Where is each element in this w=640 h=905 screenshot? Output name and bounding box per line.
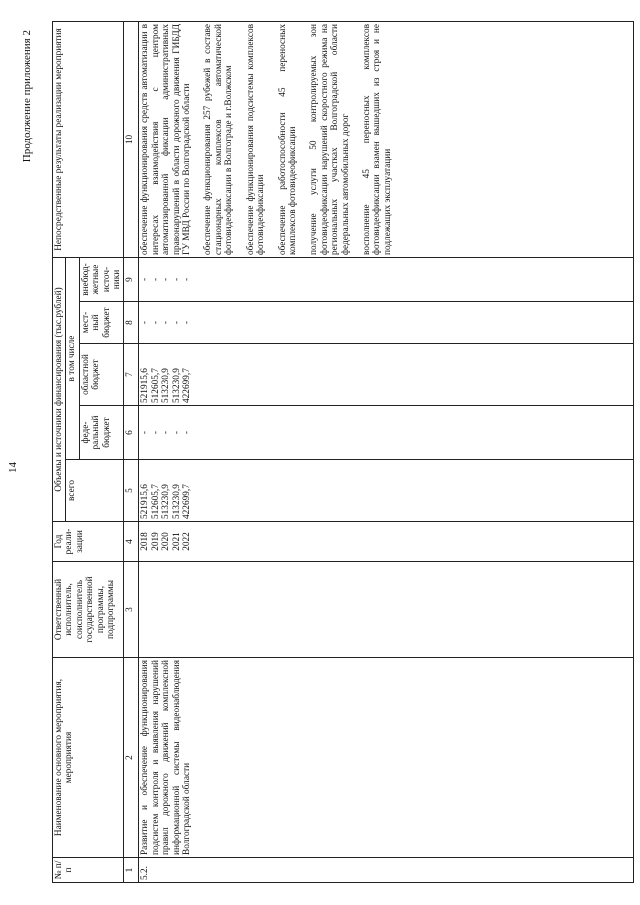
extrabudget-value: -: [161, 277, 172, 282]
result-item: обеспечение функционирования средств автоматизации в интересах взаимодействия с центром автоматизированной фиксации административных правонарушений в области дорожного движения ГИБДД ГУ МВД России по Волгоградской области: [140, 23, 193, 255]
regional-value: 513230,9: [171, 368, 182, 403]
column-number-row: [124, 21, 139, 882]
row-num: 5.2.: [139, 858, 634, 883]
extrabudget-value: -: [150, 277, 161, 282]
row-extrabudget: [139, 257, 634, 301]
row-name: Развитие и обеспечение функционирования подсистем контроля и выявления нарушений правил дорожного движений комплексной информационной системы видеонаблюдения Волгоградской области: [139, 658, 634, 858]
total-value: 513230,9: [161, 484, 172, 519]
header-in-that: в том числе: [66, 257, 79, 459]
table-row: [139, 21, 634, 882]
local-value: -: [161, 320, 172, 325]
federal-value: -: [140, 430, 151, 435]
header-federal: феде-ральный бюджет: [79, 406, 124, 460]
row-years: [139, 522, 634, 562]
col-number-2: 2: [124, 658, 139, 858]
header-executor: Ответственный исполнитель, соисполнитель государственной программы, подпрограммы: [53, 562, 124, 658]
extrabudget-value: -: [171, 277, 182, 282]
col-number-8: 8: [124, 302, 139, 344]
total-value: 521915,6: [140, 484, 151, 519]
total-value: 422699,7: [182, 484, 193, 519]
federal-value: -: [161, 430, 172, 435]
total-value: 512605,7: [150, 484, 161, 519]
federal-value: -: [150, 430, 161, 435]
row-regional: [139, 344, 634, 406]
row-executor: [139, 562, 634, 658]
result-item: обеспечение работоспособности 45 переносных комплексов фотовидеофиксации: [277, 23, 298, 255]
row-results: [139, 21, 634, 257]
result-item: обеспечение функционирования 257 рубежей в составе стационарных комплексов автоматической фотовидеофиксации в Волгограде и г.Волжском: [203, 23, 235, 255]
local-value: -: [171, 320, 182, 325]
extrabudget-value: -: [140, 277, 151, 282]
col-number-4: 4: [124, 522, 139, 562]
year-value: 2019: [150, 532, 161, 551]
local-value: -: [140, 320, 151, 325]
extrabudget-value: -: [182, 277, 193, 282]
result-item: обеспечение функционирования подсистемы комплексов фотовидеофиксации: [245, 23, 267, 255]
year-value: 2021: [171, 532, 182, 551]
total-value: 513230,9: [171, 484, 182, 519]
federal-value: -: [171, 430, 182, 435]
header-extrabudget: внебюд-жетные источ-ники: [79, 257, 124, 301]
row-total: [139, 460, 634, 522]
regional-value: 521915,6: [140, 368, 151, 403]
regional-value: 422699,7: [182, 368, 193, 403]
header-local: мест-ный бюджет: [79, 302, 124, 344]
header-year: Год реали-зации: [53, 522, 124, 562]
year-value: 2018: [140, 532, 151, 551]
row-federal: [139, 406, 634, 460]
header-regional: областной бюджет: [79, 344, 124, 406]
funding-table: [52, 21, 634, 883]
col-number-6: 6: [124, 406, 139, 460]
header-total: всего: [66, 460, 124, 522]
col-number-5: 5: [124, 460, 139, 522]
continuation-label: Продолжение приложения 2: [21, 30, 33, 163]
col-number-10: 10: [124, 21, 139, 257]
col-number-7: 7: [124, 344, 139, 406]
local-value: -: [150, 320, 161, 325]
row-local: [139, 302, 634, 344]
local-value: -: [182, 320, 193, 325]
federal-value: -: [182, 430, 193, 435]
regional-value: 512605,7: [150, 368, 161, 403]
year-value: 2022: [182, 532, 193, 551]
header-results: Непосредственные результаты реализации мероприятия: [53, 21, 124, 257]
col-number-9: 9: [124, 257, 139, 301]
header-row-1: [53, 21, 66, 882]
header-funding: Объемы и источники финансирования (тыс.рублей): [53, 257, 66, 521]
result-item: восполнение 45 переносных комплексов фотовидеофиксации взамен вышедших из строя и не подлежащих эксплуатации: [361, 23, 393, 255]
header-name: Наименование основного мероприятия, мероприятия: [53, 658, 124, 858]
col-number-1: 1: [124, 858, 139, 883]
header-num: № п/п: [53, 858, 124, 883]
col-number-3: 3: [124, 562, 139, 658]
result-item: получение услуги 50 контролируемых зон фотовидеофиксации нарушений скоростного режима на региональных участках Волгоградской области федеральных автомобильных дорог: [309, 23, 351, 255]
regional-value: 513230,9: [161, 368, 172, 403]
page-number: 14: [7, 462, 19, 473]
year-value: 2020: [161, 532, 172, 551]
